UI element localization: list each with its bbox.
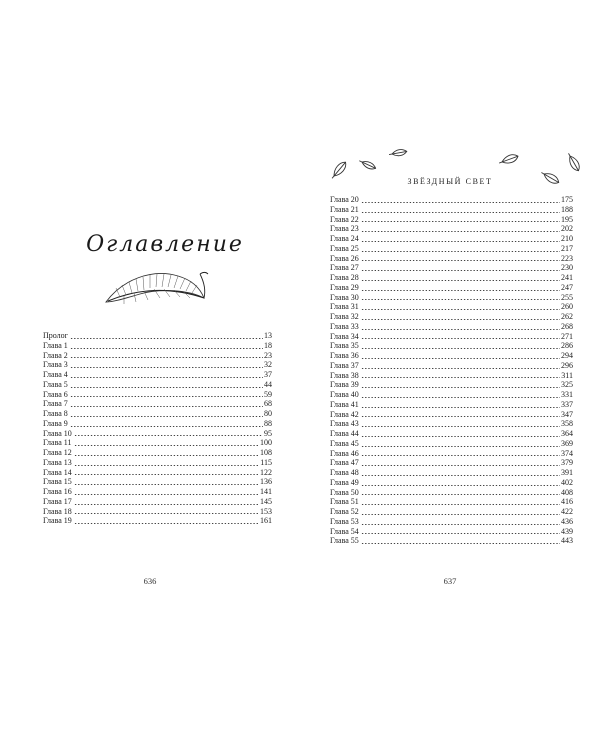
toc-entry-label: Глава 39: [330, 380, 359, 390]
toc-entry-label: Глава 55: [330, 536, 359, 546]
toc-entry-label: Пролог: [43, 331, 68, 340]
toc-entry: [330, 390, 573, 400]
dot-leader: [361, 485, 560, 486]
toc-entry-label: Глава 47: [330, 458, 359, 468]
toc-entry-page: 141: [260, 487, 272, 496]
toc-entry-label: Глава 24: [330, 234, 359, 243]
toc-entry: [330, 507, 573, 517]
dot-leader: [361, 270, 560, 271]
feather-icon: [100, 258, 212, 314]
dot-leader: [361, 280, 560, 281]
toc-entry: [330, 361, 573, 371]
toc-entry-page: 286: [561, 341, 573, 351]
toc-entry: [330, 429, 573, 439]
dot-leader: [361, 524, 560, 525]
toc-entry: [330, 468, 573, 478]
toc-title: Оглавление: [86, 232, 244, 257]
right-page: [300, 0, 600, 750]
toc-entry-label: Глава 49: [330, 477, 359, 487]
toc-entry-page: 153: [260, 506, 272, 516]
toc-entry: [43, 380, 272, 390]
toc-entry-page: 379: [561, 458, 573, 468]
toc-entry: [330, 322, 573, 332]
dot-leader: [70, 396, 263, 397]
dot-leader: [361, 299, 560, 300]
toc-entry-page: 223: [561, 253, 573, 263]
toc-entry: [330, 400, 573, 410]
dot-leader: [74, 465, 260, 466]
page-number: 636: [143, 576, 157, 586]
dot-leader: [361, 436, 560, 437]
toc-entry-page: 325: [561, 380, 573, 390]
dot-leader: [361, 231, 560, 232]
toc-entry-label: Глава 48: [330, 468, 359, 477]
toc-entry-label: Глава 13: [43, 457, 72, 467]
toc-entry-page: 391: [561, 468, 573, 477]
toc-entry-label: Глава 11: [43, 438, 72, 448]
dot-leader: [361, 260, 560, 261]
toc-entry-page: 44: [264, 379, 272, 389]
dot-leader: [70, 387, 263, 388]
dot-leader: [361, 455, 560, 456]
dot-leader: [361, 494, 560, 495]
toc-entry-page: 402: [561, 477, 573, 487]
toc-entry-label: Глава 33: [330, 321, 359, 331]
dot-leader: [74, 504, 259, 505]
toc-entry-label: Глава 2: [43, 350, 68, 360]
dot-leader: [361, 426, 560, 427]
toc-entry-label: Глава 36: [330, 351, 359, 360]
toc-entry-page: 255: [561, 292, 573, 302]
dot-leader: [361, 202, 560, 203]
toc-entry-page: 422: [561, 507, 573, 516]
dot-leader: [361, 319, 560, 320]
dot-leader: [361, 397, 560, 398]
toc-entry-page: 175: [561, 195, 573, 204]
toc-entry: [330, 478, 573, 488]
dot-leader: [361, 368, 560, 369]
toc-entry: [330, 332, 573, 342]
toc-entry-page: 195: [561, 214, 573, 224]
dot-leader: [361, 514, 560, 515]
dot-leader: [361, 407, 560, 408]
toc-entry-page: 18: [264, 340, 272, 350]
toc-entry: [43, 429, 272, 439]
toc-entry: [330, 302, 573, 312]
toc-entry-label: Глава 8: [43, 409, 68, 418]
dot-leader: [361, 212, 560, 213]
dot-leader: [361, 329, 560, 330]
toc-entry: [330, 273, 573, 283]
page-number: 637: [443, 576, 457, 586]
toc-entry-page: 115: [260, 457, 272, 467]
toc-entry-page: 241: [561, 273, 573, 282]
dot-leader: [361, 504, 560, 505]
toc-entry-label: Глава 14: [43, 467, 72, 477]
toc-entry: [43, 507, 272, 517]
toc-entry-label: Глава 25: [330, 243, 359, 253]
toc-entry-page: 100: [260, 438, 272, 448]
toc-entry-label: Глава 31: [330, 302, 359, 312]
toc-entry-page: 311: [561, 370, 573, 380]
toc-entry-label: Глава 21: [330, 204, 359, 214]
dot-leader: [361, 309, 560, 310]
toc-entry-page: 439: [561, 526, 573, 536]
toc-entry: [330, 205, 573, 215]
toc-entry-page: 108: [260, 448, 272, 457]
dot-leader: [361, 446, 560, 447]
toc-entry-page: 210: [561, 234, 573, 243]
toc-entry-page: 88: [264, 418, 272, 428]
dot-leader: [74, 523, 259, 524]
toc-entry-label: Глава 51: [330, 497, 359, 507]
dot-leader: [361, 358, 560, 359]
toc-entry-label: Глава 3: [43, 360, 68, 370]
toc-entry-page: 408: [561, 487, 573, 497]
toc-entry-page: 337: [561, 399, 573, 409]
toc-entry-label: Глава 44: [330, 429, 359, 438]
toc-entry-page: 374: [561, 448, 573, 458]
toc-entry-label: Глава 23: [330, 224, 359, 234]
toc-entry: [330, 351, 573, 361]
toc-entry: [330, 527, 573, 537]
toc-entry-label: Глава 54: [330, 526, 359, 536]
toc-entry-page: 13: [264, 331, 272, 340]
toc-entry-page: 436: [561, 516, 573, 526]
dot-leader: [361, 251, 560, 252]
toc-entry-page: 122: [260, 467, 272, 477]
toc-entry-page: 358: [561, 419, 573, 429]
toc-entry-page: 347: [561, 409, 573, 419]
dot-leader: [361, 241, 560, 242]
toc-entry: [43, 458, 272, 468]
toc-entry: [330, 234, 573, 244]
toc-entry: [43, 331, 272, 341]
dot-leader: [361, 290, 560, 291]
toc-entry: [43, 497, 272, 507]
toc-entry-page: 32: [264, 360, 272, 370]
toc-entry-page: 161: [260, 516, 272, 526]
toc-entry: [330, 341, 573, 351]
toc-entry: [330, 283, 573, 293]
toc-entry: [43, 390, 272, 400]
dot-leader: [361, 533, 560, 534]
toc-entry-label: Глава 40: [330, 390, 359, 399]
dot-leader: [361, 348, 560, 349]
toc-entry: [43, 448, 272, 458]
toc-entry: [330, 419, 573, 429]
toc-entry-page: 37: [264, 370, 272, 379]
toc-entry: [43, 399, 272, 409]
dot-leader: [70, 406, 263, 407]
toc-entry: [43, 341, 272, 351]
toc-entry-page: 136: [260, 477, 272, 487]
toc-entry-page: 68: [264, 399, 272, 409]
toc-entry: [43, 360, 272, 370]
toc-entry-page: 443: [561, 536, 573, 546]
toc-entry: [330, 312, 573, 322]
toc-entry-page: 230: [561, 263, 573, 273]
toc-entry-label: Глава 27: [330, 263, 359, 273]
dot-leader: [361, 475, 560, 476]
dot-leader: [74, 494, 259, 495]
toc-entry: [330, 449, 573, 459]
toc-entry-page: 95: [264, 428, 272, 438]
toc-entry-label: Глава 43: [330, 419, 359, 429]
toc-entry: [330, 488, 573, 498]
toc-entry-page: 247: [561, 282, 573, 292]
toc-entry-page: 145: [260, 496, 272, 506]
toc-entry-label: Глава 35: [330, 341, 359, 351]
toc-entry: [43, 370, 272, 380]
toc-entry: [330, 195, 573, 205]
toc-entry-label: Глава 22: [330, 214, 359, 224]
toc-entry: [330, 536, 573, 546]
toc-entry-label: Глава 19: [43, 516, 72, 526]
toc-entry: [330, 254, 573, 264]
toc-entry-label: Глава 52: [330, 507, 359, 516]
toc-entry: [330, 380, 573, 390]
toc-entry-label: Глава 5: [43, 379, 68, 389]
toc-entry: [330, 215, 573, 225]
dot-leader: [361, 377, 561, 378]
toc-entry-label: Глава 34: [330, 331, 359, 341]
toc-entry-label: Глава 26: [330, 253, 359, 263]
toc-entry-label: Глава 10: [43, 428, 72, 438]
toc-entry-label: Глава 32: [330, 312, 359, 321]
toc-entry-label: Глава 37: [330, 360, 359, 370]
dot-leader: [70, 416, 263, 417]
toc-list-left: [43, 331, 272, 526]
toc-entry-label: Глава 12: [43, 448, 72, 457]
toc-entry-label: Глава 29: [330, 282, 359, 292]
dot-leader: [361, 387, 560, 388]
toc-entry: [43, 477, 272, 487]
toc-entry: [330, 458, 573, 468]
dot-leader: [74, 435, 263, 436]
running-head: ЗВЁЗДНЫЙ СВЕТ: [407, 177, 493, 186]
toc-entry-page: 416: [561, 497, 573, 507]
dot-leader: [70, 348, 263, 349]
dot-leader: [74, 513, 259, 514]
dot-leader: [70, 338, 263, 339]
toc-entry: [43, 351, 272, 361]
dot-leader: [70, 377, 263, 378]
toc-entry-page: 296: [561, 360, 573, 370]
toc-entry-page: 23: [264, 350, 272, 360]
toc-entry: [330, 371, 573, 381]
toc-entry: [330, 517, 573, 527]
dot-leader: [70, 367, 263, 368]
toc-entry-page: 364: [561, 429, 573, 438]
dot-leader: [74, 474, 259, 475]
toc-entry: [43, 468, 272, 478]
toc-entry-label: Глава 45: [330, 438, 359, 448]
toc-entry: [43, 419, 272, 429]
toc-entry: [330, 439, 573, 449]
toc-entry-label: Глава 42: [330, 409, 359, 419]
toc-entry: [330, 293, 573, 303]
dot-leader: [74, 484, 259, 485]
toc-entry-label: Глава 17: [43, 496, 72, 506]
dot-leader: [74, 455, 259, 456]
toc-entry: [330, 497, 573, 507]
toc-entry-page: 271: [561, 331, 573, 341]
toc-entry-label: Глава 4: [43, 370, 68, 379]
toc-entry-label: Глава 7: [43, 399, 68, 409]
toc-entry-label: Глава 46: [330, 448, 359, 458]
toc-entry-page: 331: [561, 390, 573, 399]
toc-entry: [43, 438, 272, 448]
dot-leader: [74, 445, 260, 446]
dot-leader: [361, 338, 560, 339]
toc-entry-label: Глава 1: [43, 340, 68, 350]
toc-entry-label: Глава 50: [330, 487, 359, 497]
toc-entry: [330, 224, 573, 234]
toc-entry-page: 59: [264, 389, 272, 399]
toc-entry-label: Глава 28: [330, 273, 359, 282]
toc-entry: [43, 516, 272, 526]
toc-entry: [43, 409, 272, 419]
toc-entry-label: Глава 6: [43, 389, 68, 399]
toc-entry-page: 369: [561, 438, 573, 448]
toc-entry-label: Глава 18: [43, 506, 72, 516]
toc-entry-label: Глава 53: [330, 516, 359, 526]
toc-list-right: [330, 195, 573, 546]
toc-entry-label: Глава 15: [43, 477, 72, 487]
toc-entry-page: 260: [561, 302, 573, 312]
toc-entry-page: 268: [561, 321, 573, 331]
toc-entry-page: 294: [561, 351, 573, 360]
toc-entry-label: Глава 41: [330, 399, 359, 409]
toc-entry-label: Глава 38: [330, 370, 359, 380]
dot-leader: [361, 416, 560, 417]
dot-leader: [361, 221, 560, 222]
dot-leader: [361, 543, 560, 544]
toc-entry-label: Глава 20: [330, 195, 359, 204]
toc-entry-label: Глава 9: [43, 418, 68, 428]
dot-leader: [70, 426, 263, 427]
dot-leader: [70, 357, 263, 358]
toc-entry-label: Глава 30: [330, 292, 359, 302]
toc-entry: [330, 263, 573, 273]
toc-entry-page: 217: [561, 243, 573, 253]
toc-entry: [43, 487, 272, 497]
toc-entry-page: 202: [561, 224, 573, 234]
dot-leader: [361, 465, 560, 466]
toc-entry-page: 262: [561, 312, 573, 321]
toc-entry-label: Глава 16: [43, 487, 72, 496]
toc-entry-page: 80: [264, 409, 272, 418]
toc-entry: [330, 244, 573, 254]
toc-entry-page: 188: [561, 204, 573, 214]
toc-entry: [330, 410, 573, 420]
